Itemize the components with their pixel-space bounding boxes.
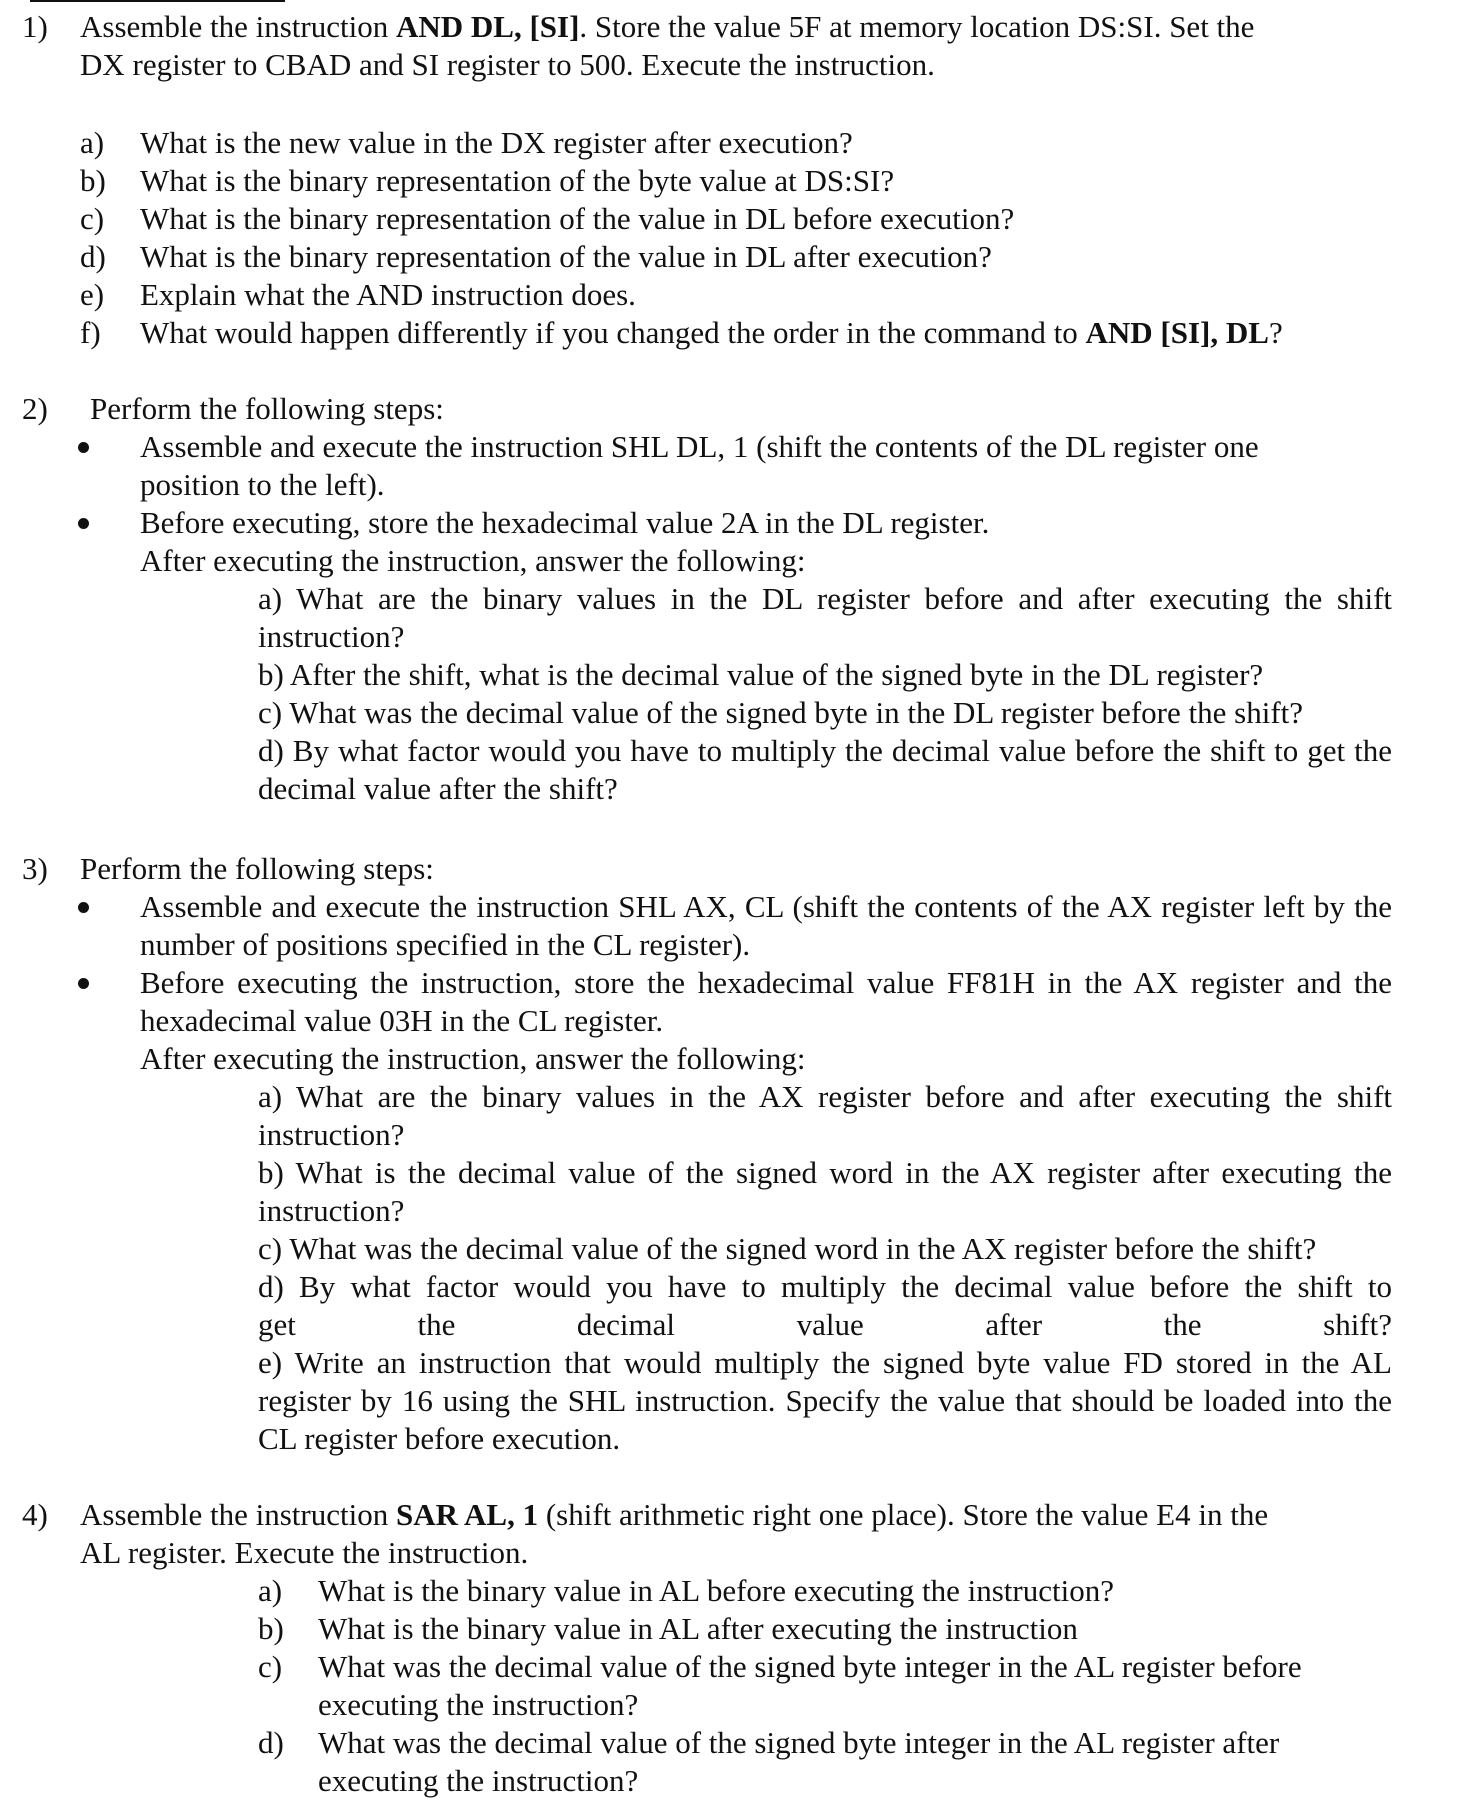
step-text: Assemble and execute the instruction SHL AX, CL (shift the contents of the AX register left by the number of positions specified in the CL register).: [140, 889, 1392, 962]
question-text: Assemble the instruction AND DL, [SI]. Store the value 5F at memory location DS:SI. Set the: [80, 9, 1255, 44]
step-text: After executing the instruction, answer the following:: [140, 1041, 806, 1076]
question-number: 1): [22, 9, 48, 44]
sub-question: c) What was the decimal value of the signed word in the AX register before the shift?: [258, 1231, 1317, 1266]
step-text: Before executing the instruction, store the hexadecimal value FF81H in the AX register and the hexadecimal value 03H in the CL register.: [140, 965, 1392, 1038]
sub-question: What is the binary representation of the value in DL before execution?: [140, 201, 1015, 236]
bullet-icon: [78, 902, 89, 913]
instruction-bold: AND [SI], DL: [1085, 315, 1269, 350]
sub-question: a) What are the binary values in the DL register before and after executing the shift instruction?: [258, 581, 1392, 654]
item-label: d): [80, 239, 106, 274]
sub-question: b) After the shift, what is the decimal value of the signed byte in the DL register?: [258, 657, 1264, 692]
sub-question: get the decimal value after the shift?: [258, 1307, 1392, 1342]
sub-question: executing the instruction?: [318, 1687, 639, 1722]
sub-question: What is the binary value in AL after executing the instruction: [318, 1611, 1078, 1646]
step-text: Before executing, store the hexadecimal value 2A in the DL register.: [140, 505, 990, 540]
bullet-icon: [78, 978, 89, 989]
sub-question: b) What is the decimal value of the signed word in the AX register after executing the instruction?: [258, 1155, 1392, 1228]
question-text: Perform the following steps:: [90, 391, 444, 426]
item-label: b): [258, 1611, 284, 1646]
sub-question: What is the binary representation of the byte value at DS:SI?: [140, 163, 895, 198]
step-text: position to the left).: [140, 467, 385, 502]
top-rule: [30, 0, 285, 2]
sub-question: What would happen differently if you changed the order in the command to AND [SI], DL?: [140, 315, 1283, 350]
sub-question: a) What are the binary values in the AX register before and after executing the shift instruction?: [258, 1079, 1392, 1152]
item-label: c): [80, 201, 105, 236]
item-label: c): [258, 1649, 283, 1684]
sub-question: What is the new value in the DX register after execution?: [140, 125, 853, 160]
question-number: 2): [22, 391, 48, 426]
question-text: Perform the following steps:: [80, 851, 434, 886]
sub-question: What was the decimal value of the signed byte integer in the AL register after: [318, 1725, 1280, 1760]
sub-question: c) What was the decimal value of the signed byte in the DL register before the shift?: [258, 695, 1304, 730]
sub-question: d) By what factor would you have to multiply the decimal value before the shift to: [258, 1269, 1392, 1304]
instruction-bold: AND DL, [SI]: [395, 9, 580, 44]
item-label: a): [80, 125, 105, 160]
step-text: After executing the instruction, answer the following:: [140, 543, 806, 578]
sub-question: What is the binary representation of the value in DL after execution?: [140, 239, 992, 274]
question-text: Assemble the instruction SAR AL, 1 (shift arithmetic right one place). Store the value E4 in the: [80, 1497, 1269, 1532]
question-text: AL register. Execute the instruction.: [80, 1535, 529, 1570]
question-number: 3): [22, 851, 48, 886]
item-label: b): [80, 163, 106, 198]
item-label: e): [80, 277, 105, 312]
step-text: Assemble and execute the instruction SHL DL, 1 (shift the contents of the DL register one: [140, 429, 1259, 464]
sub-question: e) Write an instruction that would multiply the signed byte value FD stored in the AL register by 16 using the SHL instruction. Specify the value that should be loaded into the CL register before execution.: [258, 1345, 1392, 1456]
question-number: 4): [22, 1497, 48, 1532]
question-text: DX register to CBAD and SI register to 500. Execute the instruction.: [80, 47, 935, 82]
item-label: d): [258, 1725, 284, 1760]
sub-question: What was the decimal value of the signed byte integer in the AL register before: [318, 1649, 1302, 1684]
item-label: f): [80, 315, 101, 350]
sub-question: executing the instruction?: [318, 1763, 639, 1798]
item-label: a): [258, 1573, 283, 1608]
bullet-icon: [78, 518, 89, 529]
instruction-bold: SAR AL, 1: [395, 1497, 539, 1532]
sub-question: Explain what the AND instruction does.: [140, 277, 636, 312]
bullet-icon: [78, 442, 89, 453]
sub-question: What is the binary value in AL before executing the instruction?: [318, 1573, 1114, 1608]
sub-question: d) By what factor would you have to multiply the decimal value before the shift to get the decimal value after the shift?: [258, 733, 1392, 806]
